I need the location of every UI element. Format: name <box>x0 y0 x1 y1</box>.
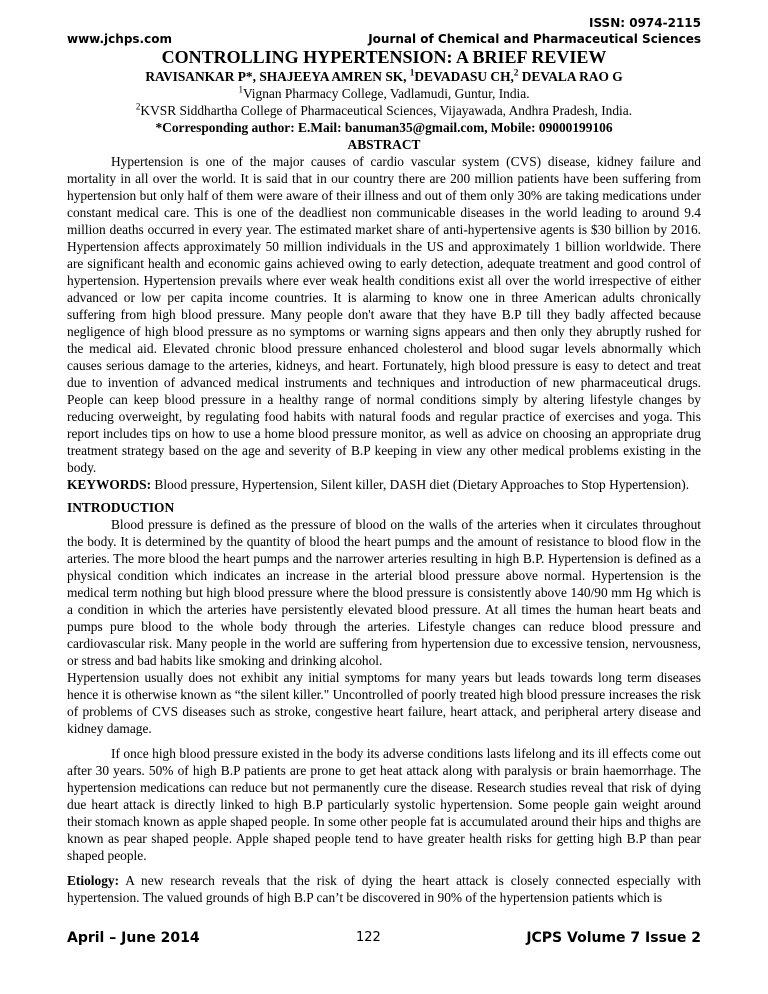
abstract-heading: ABSTRACT <box>347 137 421 152</box>
article-body <box>67 46 701 906</box>
footer-volume: JCPS Volume 7 Issue 2 <box>526 930 701 946</box>
article-title: CONTROLLING HYPERTENSION: A BRIEF REVIEW <box>161 47 607 67</box>
intro-paragraph-1: Blood pressure is defined as the pressure of blood on the walls of the arteries when it circulates throughout the body. It is determined by the quantity of blood the heart pumps and the amount of resistance to blood flow in the arteries. The more blood the heart pumps and the narrower arteries resulting in high B.P. Hypertension is defined as a physical condition which indicates an increase in the arterial blood pressure above normal. Hypertension is the medical term nothing but high blood pressure where the blood pressure is consistently above 140/90 mm Hg which is a condition in which the arteries have persistently elevated blood pressure. At all times the human heart beats and pumps pure blood to the whole body through the arteries. Lifestyle changes can reduce blood pressure and cardiovascular risk. Many people in the world are suffering from hypertension due to excessive tension, nervousness, or stress and bad habits like smoking and drinking alcohol. <box>67 517 701 668</box>
author-group-3: DEVALA RAO G <box>518 69 623 84</box>
journal-name: Journal of Chemical and Pharmaceutical Sciences <box>368 32 701 46</box>
author-group-2: DEVADASU CH, <box>414 69 514 84</box>
etiology-label: Etiology: <box>67 873 120 888</box>
intro-paragraph-3: If once high blood pressure existed in the body its adverse conditions lasts lifelong and its ill effects come out after 30 years. 50% of high B.P patients are prone to get heat attack along with paralysis or brain haemorrhage. The hypertension medications can reduce but not permanently cure the disease. Research studies reveal that risk of dying due heart attack is directly linked to high B.P particularly systolic hypertension. Some people gain weight around their stomach known as apple shaped people. In some other people fat is accumulated around their hips and thighs are known as pear shaped people. Apple shaped people tend to have greater health risks for getting high B.P than pear shaped people. <box>67 746 701 863</box>
affiliation-sup-1: 1 <box>238 84 243 95</box>
issn: ISSN: 0974-2115 <box>588 16 701 30</box>
keywords-label: KEYWORDS: <box>67 477 152 492</box>
authors <box>67 68 701 85</box>
author-group-1: RAVISANKAR P*, SHAJEEYA AMREN SK, <box>145 69 410 84</box>
etiology-paragraph <box>67 872 701 906</box>
footer-date: April – June 2014 <box>67 930 200 946</box>
affiliation-sup-2: 2 <box>135 101 141 112</box>
affiliation-2-text: KVSR Siddhartha College of Pharmaceutical Sciences, Vijayawada, Andhra Pradesh, India. <box>140 103 633 118</box>
website: www.jchps.com <box>67 32 172 46</box>
keywords <box>67 476 701 493</box>
affiliation-2 <box>67 102 701 119</box>
keywords-text: Blood pressure, Hypertension, Silent killer, DASH diet (Dietary Approaches to Stop Hypertension). <box>151 477 690 492</box>
page-number: 122 <box>356 930 381 945</box>
author-sup-1: 1 <box>409 67 415 78</box>
intro-paragraph-2: Hypertension usually does not exhibit any initial symptoms for many years but leads towards long term diseases hence it is otherwise known as “the silent killer." Uncontrolled of poorly treated high blood pressure increases the risk of problems of CVS diseases such as stroke, congestive heart failure, heart attack, and peripheral artery disease and kidney damage. <box>67 670 701 736</box>
affiliation-1-text: Vignan Pharmacy College, Vadlamudi, Guntur, India. <box>242 86 530 101</box>
corresponding-author: *Corresponding author: E.Mail: banuman35@gmail.com, Mobile: 09000199106 <box>155 120 613 135</box>
etiology-text: A new research reveals that the risk of dying the heart attack is closely connected especially with hypertension. The valued grounds of high B.P can’t be discovered in 90% of the hypertension patients which is <box>67 873 701 905</box>
affiliation-1 <box>67 85 701 102</box>
abstract-text: Hypertension is one of the major causes of cardio vascular system (CVS) disease, kidney failure and mortality in all over the world. It is said that in our country there are 200 million patients have been suffering from hypertension but only half of them were aware of their illness and out of them only 30% are taking medications under constant medical care. This is one of the deadliest non communicable diseases in the world leading to around 9.4 million deaths occurred in every year. The estimated market share of anti-hypertensive agents is $30 billion by 2016. Hypertension affects approximately 50 million individuals in the US and approximately 1 billion worldwide. There are significant health and economic gains achieved owing to early detection, adequate treatment and good control of hypertension. Hypertension prevails where ever weak health conditions exist all over the world irrespective of either advanced or low per capita income countries. It is alarming to know one in three American adults chronically suffering from high blood pressure. Many people don't aware that they have B.P till they badly affected because negligence of high blood pressure as no symptoms or warning signs appears and then only they abruptly rushed for the medical aid. Elevated chronic blood pressure enhanced cholesterol and blood sugar levels abnormally which causes serious damage to the arteries, kidneys, and heart. Fortunately, high blood pressure is easy to detect and treat due to invention of advanced medical instruments and techniques and introduction of new pharmaceutical drugs. People can keep blood pressure in a healthy range of normal conditions simply by altering lifestyle changes by reducing overweight, by regulating food habits with natural foods and regular practice of exercises and yoga. This report includes tips on how to use a home blood pressure monitor, as well as advice on choosing an appropriate drug treatment strategy based on the age and severity of B.P keeping in view any other medical problems existing in the body. <box>67 154 701 475</box>
author-sup-2: 2 <box>513 67 519 78</box>
introduction-heading: INTRODUCTION <box>67 500 175 515</box>
